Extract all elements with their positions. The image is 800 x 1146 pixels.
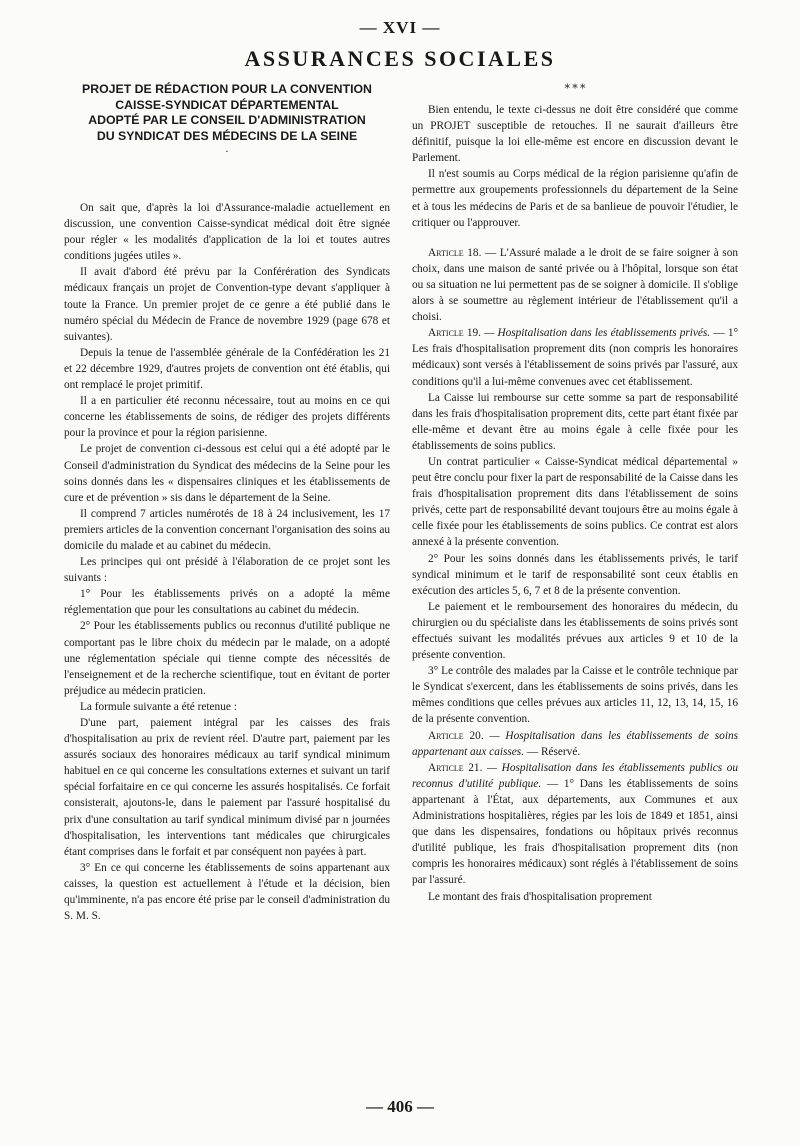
paragraph: Il n'est soumis au Corps médical de la région parisienne qu'afin de permettre aux groupements professionnels du département de la Seine et à tous les médecins de Paris et de sa banlieue de pouvoir l'étudier, le critiquer ou l'approuver.: [412, 168, 738, 229]
article-text: — Réservé.: [526, 745, 581, 758]
article-18: [412, 245, 738, 325]
paragraph: Le projet de convention ci-dessous est celui qui a été adopté par le Conseil d'administration du Syndicat des médecins de la Seine pour les soins donnés dans les « dispensaires cliniques et les établissements de cure et de prévention » sis dans le département de la Seine.: [64, 443, 390, 504]
paragraph: Il comprend 7 articles numérotés de 18 à 24 inclusivement, les 17 premiers articles de la convention concernant l'organisation des soins au domicile du malade et au cabinet du médecin.: [64, 507, 390, 552]
paragraph: Le montant des frais d'hospitalisation proprement: [428, 890, 652, 903]
article-title: — Hospitalisation dans les établissements de soins appartenant aux caisses.: [412, 729, 739, 758]
article-label: Article 19.: [428, 327, 481, 340]
article-text: — L'Assuré malade a le droit de se faire soigner à son choix, dans une maison de santé privée ou à l'hôpital, lorsque son état ou sa situation ne lui permettent pas de se soigner à domicile. Il s'oblige alors à se soumettre au règlement intérieur de l'établissement qu'il a choisi.: [412, 246, 738, 324]
heading-line: ADOPTÉ PAR LE CONSEIL D'ADMINISTRATION: [88, 113, 366, 127]
paragraph: Le paiement et le remboursement des honoraires du médecin, du chirurgien ou du spécialiste dans les établissements de soins privés sont effectués suivant les modalités prévues aux articles 9 et 10 de la présente convention.: [412, 600, 738, 662]
section-gap: [412, 231, 738, 245]
article-text: — 1° Dans les établissements de soins appartenant à l'État, aux départements, aux Communes et aux Administrations hospitalières, régies par les lois de 1849 et 1851, ainsi que dans les dispensaires, fondations ou hôpitaux privés reconnus d'utilité publique, les frais d'hospitalisation proprement dits (non compris les honoraires médicaux) sont réglés à l'établissement de soins par l'assuré.: [412, 777, 739, 887]
heading-line: DU SYNDICAT DES MÉDECINS DE LA SEINE: [96, 128, 358, 143]
page-number: — 406 —: [366, 1097, 434, 1116]
article-19: [412, 325, 738, 389]
paragraph: On sait que, d'après la loi d'Assurance-maladie actuellement en discussion, une convention Caisse-syndicat médical doit être signée pour régler « les modalités d'application de la loi et toutes autres conditions jugées utiles ».: [64, 202, 390, 263]
paragraph: 2° Pour les soins donnés dans les établissements privés, le tarif syndical minimum et le tarif de responsabilité sont ceux établis en exécution des articles 5, 6, 7 et 8 de la présente convention.: [412, 552, 738, 597]
paragraph: Bien entendu, le texte ci-dessus ne doit être considéré que comme un PROJET susceptible de retouches. Il ne saurait d'ailleurs être définitif, puisque la loi elle-même est encore en discussion devant le Parlement.: [412, 104, 738, 165]
paragraph: D'une part, paiement intégral par les caisses des frais d'hospitalisation au prix de revient réel. D'autre part, paiement par les assurés sociaux des honoraires médicaux au tarif syndical minimum habituel en ce qui concerne les consultations externes et suivant un tarif spécial forfaitaire en ce qui concerne les assurés hospitalisés. Ce forfait consisterait, ajoutons-le, dans le paiement par l'assuré hospitalisé du prix d'une consultation au tarif syndical minimum divisé par n journées d'hospitalisation, les interventions tant médicales que chirurgicales étant comprises dans le forfait et par conséquent non payées à part.: [64, 717, 390, 858]
article-20: [412, 728, 738, 760]
right-column: [412, 82, 738, 905]
article-text: — 1° Les frais d'hospitalisation proprement dits (non compris les honoraires médicaux) sont versés à l'établissement de soins privés par l'assuré, aux conditions qu'il a lui-même convenues avec cet établissement.: [412, 327, 738, 388]
running-folio: — XVI —: [359, 18, 441, 37]
paragraph: La Caisse lui rembourse sur cette somme sa part de responsabilité dans les frais d'hospitalisation proprement dits, cette part étant fixée par elle-même et devant être au moins égale à celle fixée pour les établissements de soins publics.: [412, 391, 738, 452]
section-title: ASSURANCES SOCIALES: [244, 46, 556, 71]
heading-line: PROJET DE RÉDACTION POUR LA CONVENTION: [82, 82, 372, 96]
article-label: Article 18.: [428, 246, 482, 259]
article-label: Article 20.: [428, 729, 484, 742]
section-asterism: * * *: [564, 82, 586, 95]
left-column: [64, 82, 390, 924]
paragraph: Un contrat particulier « Caisse-Syndicat médical départemental » peut être conclu pour fixer la part de responsabilité de la Caisse dans les frais d'hospitalisation proprement dits dans l'établissement de soins privés, cette part de responsabilité devant toujours être au moins égale à celle fixée pour les établissements de soins publics. Ce contrat est alors annexé à la présente convention.: [412, 455, 738, 549]
paragraph: 3° Le contrôle des malades par la Caisse et le contrôle technique par le Syndicat s'exercent, dans les établissements de soins privés, dans les mêmes conditions que celles prévues aux articles 11, 12, 13, 14, 15, 16 de la présente convention.: [412, 665, 738, 726]
paragraph: La formule suivante a été retenue :: [80, 700, 237, 713]
paragraph: 1° Pour les établissements privés on a adopté la même réglementation que pour les consultations au cabinet du médecin.: [64, 588, 390, 617]
paragraph: Il avait d'abord été prévu par la Conférération des Syndicats médicaux français un projet de Convention-type devant s'appliquer à toute la France. Un premier projet de ce genre a été publié dans le numéro spécial du Médecin de France de novembre 1929 (page 678 et suivantes).: [64, 266, 390, 343]
paragraph: Depuis la tenue de l'assemblée générale de la Confédération les 21 et 22 décembre 1929, d'autres projets de convention ont été établis, qui ont remplacé le projet primitif.: [64, 346, 390, 392]
article-heading: [64, 82, 390, 144]
article-label: Article 21.: [428, 761, 483, 774]
article-title: — Hospitalisation dans les établissements publics ou reconnus d'utilité publique.: [412, 761, 739, 790]
paragraph: Les principes qui ont présidé à l'élaboration de ce projet sont les suivants :: [64, 556, 390, 585]
heading-line: CAISSE-SYNDICAT DÉPARTEMENTAL: [115, 97, 339, 112]
article-21: [412, 760, 738, 889]
paragraph: 3° En ce qui concerne les établissements de soins appartenant aux caisses, la question est actuellement à l'étude et la décision, bien qu'imminente, n'a pas encore été prise par le conseil d'administration du S. M. S.: [64, 861, 390, 923]
heading-ornament: ·: [225, 147, 229, 158]
paragraph: 2° Pour les établissements publics ou reconnus d'utilité publique ne comportant pas le libre choix du médecin par le malade, on a adopté une réglementation spéciale qui tienne compte des nécessités de l'enseignement et de la recherche scientifique, tout en évitant de porter préjudice au médecin praticien.: [64, 620, 390, 697]
article-title: — Hospitalisation dans les établissements privés.: [484, 327, 711, 340]
paragraph: Il a en particulier été reconnu nécessaire, tout au moins en ce qui concerne les établissements de soins, de rédiger des projets différents pour la province et pour la région parisienne.: [64, 395, 390, 440]
